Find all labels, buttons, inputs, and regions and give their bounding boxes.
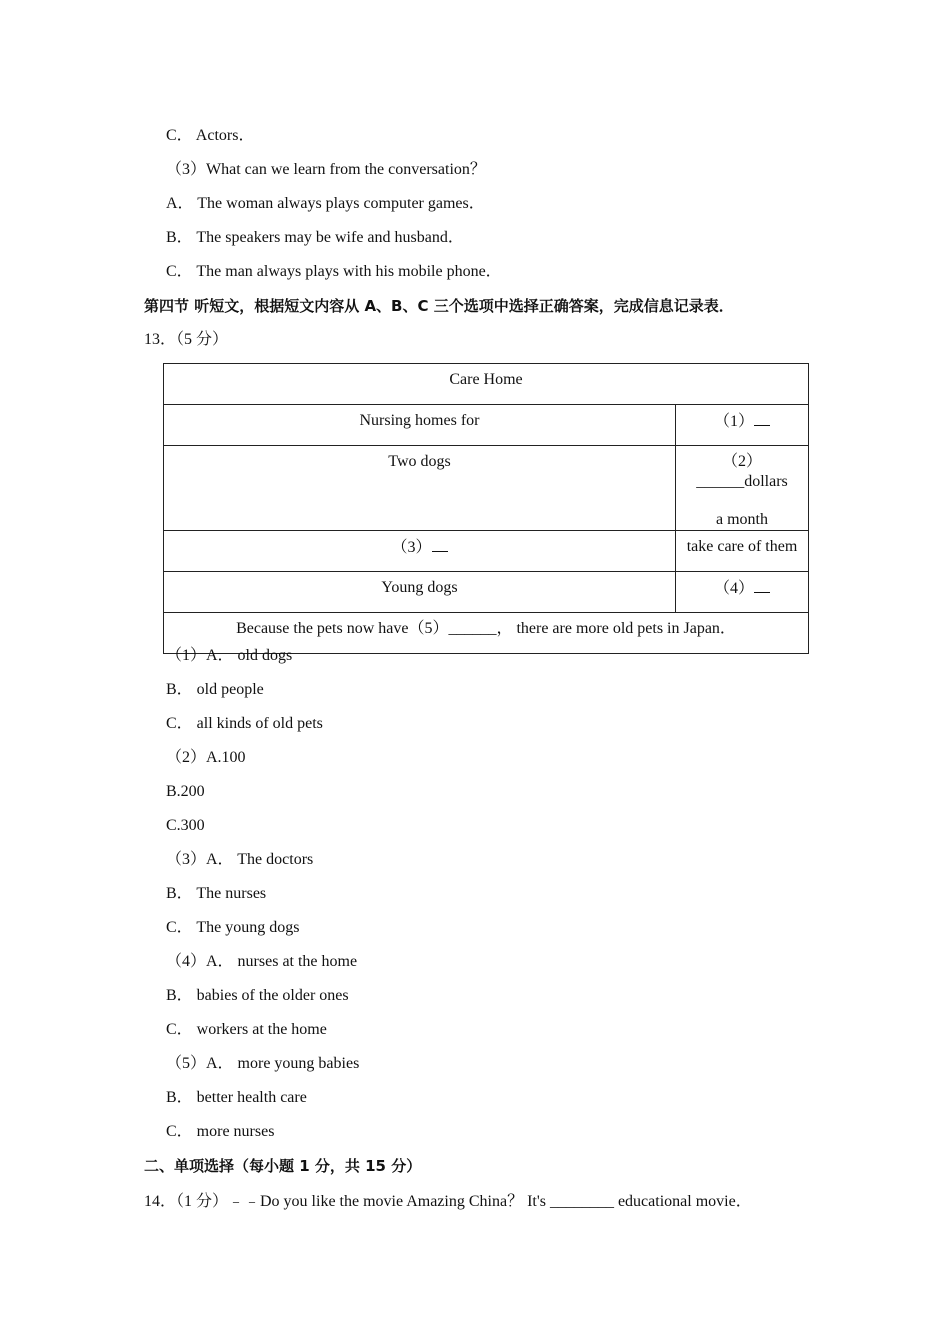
- option-c-actors: C． Actors．: [166, 127, 255, 144]
- q13-option: （3）A． The doctors: [166, 851, 314, 868]
- q13-option: B.200: [166, 783, 205, 800]
- q13-option: C． The young dogs: [166, 919, 300, 936]
- table-cell-blank-3: （3）: [164, 531, 676, 572]
- care-home-table: [163, 363, 809, 654]
- table-cell-take-care: take care of them: [676, 531, 809, 572]
- option-c: C． The man always plays with his mobile phone．: [166, 263, 502, 280]
- q13-option: B． old people: [166, 681, 264, 698]
- table-title: Care Home: [164, 364, 809, 405]
- blank-line: [754, 411, 770, 426]
- q13-option: （5）A． more young babies: [166, 1055, 360, 1072]
- section-2-heading: 二、单项选择（每小题 1 分，共 15 分）: [144, 1157, 422, 1175]
- table-cell-young-dogs: Young dogs: [164, 572, 676, 613]
- question-14: 14．（1 分）﹣﹣Do you like the movie Amazing China？ It's ________ educational movie．: [144, 1193, 752, 1210]
- q13-option: （1）A． old dogs: [166, 647, 293, 664]
- question-3-prompt: （3）What can we learn from the conversation？: [166, 161, 486, 178]
- table-cell-dollars: （2）______dollars a month: [676, 446, 809, 531]
- blank-line: [432, 537, 448, 552]
- section-4-heading: 第四节 听短文，根据短文内容从 A、B、C 三个选项中选择正确答案，完成信息记录表．: [144, 297, 734, 315]
- option-a: A． The woman always plays computer games．: [166, 195, 485, 212]
- blank-line: [754, 578, 770, 593]
- q13-option: C.300: [166, 817, 205, 834]
- table-cell-two-dogs: Two dogs: [164, 446, 676, 531]
- q13-option: （4）A． nurses at the home: [166, 953, 358, 970]
- table-cell-nursing-homes: Nursing homes for: [164, 405, 676, 446]
- table-cell-blank-1: （1）: [676, 405, 809, 446]
- q13-option: C． more nurses: [166, 1123, 275, 1140]
- q13-option: B． better health care: [166, 1089, 307, 1106]
- q13-option: C． all kinds of old pets: [166, 715, 323, 732]
- q13-option: C． workers at the home: [166, 1021, 327, 1038]
- q13-option: B． The nurses: [166, 885, 267, 902]
- option-b: B． The speakers may be wife and husband．: [166, 229, 464, 246]
- q13-option: B． babies of the older ones: [166, 987, 349, 1004]
- q13-option: （2）A.100: [166, 749, 246, 766]
- question-13-label: 13．（5 分）: [144, 331, 229, 348]
- table-cell-because: Because the pets now have（5）______， there are more old pets in Japan．: [164, 613, 809, 654]
- table-cell-blank-4: （4）: [676, 572, 809, 613]
